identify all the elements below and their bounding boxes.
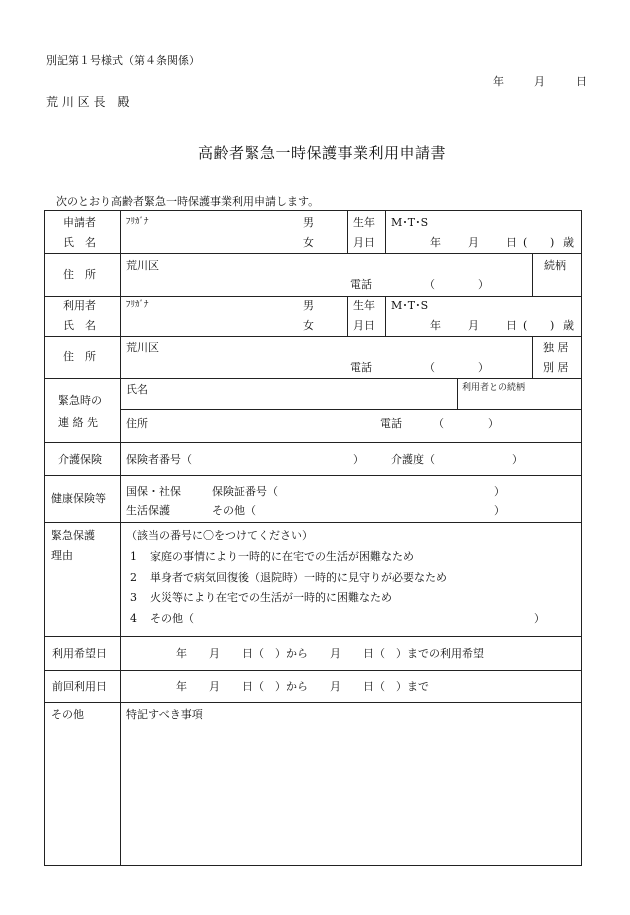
emergency-relation: 利用者との続柄	[462, 383, 526, 393]
addressee: 荒 川 区 長 殿	[46, 95, 130, 109]
user-phone-open: （	[424, 361, 435, 374]
care-insurance-label: 介護保険	[58, 453, 102, 466]
health-cert-close: ）	[494, 485, 505, 498]
reason-item-num: 3	[130, 591, 137, 604]
user-label-2: 氏 名	[63, 319, 96, 332]
row-line	[44, 336, 582, 337]
user-age-open: (	[523, 319, 528, 332]
user-phone-label: 電話	[350, 361, 372, 374]
health-welfare: 生活保護	[126, 504, 170, 517]
form-number: 別記第１号様式（第４条関係）	[46, 54, 200, 67]
reason-label-2: 理由	[51, 549, 73, 562]
care-insurer-close: ）	[353, 453, 364, 466]
row-line	[44, 253, 582, 254]
user-separate: 別 居	[543, 361, 569, 374]
previous-use-label: 前回利用日	[52, 680, 107, 693]
applicant-year: 年	[430, 236, 441, 249]
applicant-address-label: 住 所	[63, 268, 96, 281]
care-insurer-number: 保険者番号（	[126, 453, 192, 466]
user-era: M･T･S	[391, 299, 429, 312]
applicant-relation: 続柄	[544, 259, 566, 272]
user-phone-close: ）	[478, 361, 489, 374]
applicant-phone-open: （	[424, 278, 435, 291]
user-age-unit: 歳	[563, 319, 574, 332]
user-address-ward: 荒川区	[126, 341, 159, 354]
user-month: 月	[468, 319, 479, 332]
desired-period-label: 利用希望日	[52, 647, 107, 660]
applicant-birth-2: 月日	[353, 236, 375, 249]
row-line	[44, 522, 582, 523]
user-female: 女	[303, 319, 314, 332]
reason-item-text: 火災等により在宅での生活が一時的に困難なため	[150, 591, 392, 604]
cell-line	[347, 210, 348, 253]
health-cert-number: 保険証番号（	[212, 485, 278, 498]
date-month: 月	[534, 75, 545, 88]
user-label-1: 利用者	[63, 299, 96, 312]
emergency-phone-label: 電話	[380, 417, 402, 430]
health-insurance-label: 健康保険等	[51, 492, 106, 505]
health-other: その他（	[212, 504, 256, 517]
label-column-divider	[120, 210, 121, 865]
reason-label-1: 緊急保護	[51, 529, 95, 542]
reason-item-num: 2	[130, 571, 137, 584]
emergency-label-2: 連 絡 先	[58, 416, 98, 429]
cell-line	[347, 296, 348, 336]
emergency-phone-open: （	[433, 417, 444, 430]
applicant-label-1: 申請者	[63, 216, 96, 229]
intro-text: 次のとおり高齢者緊急一時保護事業利用申請します。	[56, 195, 320, 208]
table-border-top	[44, 210, 582, 211]
applicant-male: 男	[303, 216, 314, 229]
table-border-right	[581, 210, 582, 865]
date-year: 年	[493, 75, 504, 88]
applicant-birth-1: 生年	[353, 216, 375, 229]
applicant-month: 月	[468, 236, 479, 249]
applicant-female: 女	[303, 236, 314, 249]
reason-instruction: （該当の番号に〇をつけてください）	[126, 529, 313, 542]
row-line	[44, 702, 582, 703]
health-other-close: ）	[494, 504, 505, 517]
applicant-label-2: 氏 名	[63, 236, 96, 249]
reason-item-text: 家庭の事情により一時的に在宅での生活が困難なため	[150, 550, 414, 563]
row-line	[44, 378, 582, 379]
cell-line	[532, 253, 533, 296]
table-border-left	[44, 210, 45, 865]
user-age-close: )	[550, 319, 555, 332]
date-day: 日	[576, 75, 587, 88]
user-alone: 独 居	[543, 341, 569, 354]
page-title: 高齢者緊急一時保護事業利用申請書	[198, 144, 447, 162]
row-line	[44, 670, 582, 671]
cell-line	[385, 210, 386, 253]
emergency-phone-close: ）	[488, 417, 499, 430]
emergency-label-1: 緊急時の	[58, 394, 102, 407]
applicant-day: 日	[506, 236, 517, 249]
cell-line	[457, 378, 458, 409]
user-address-label: 住 所	[63, 350, 96, 363]
care-level-close: ）	[512, 453, 523, 466]
cell-line	[385, 296, 386, 336]
row-line	[120, 409, 582, 410]
reason-item-text: その他（	[150, 612, 194, 625]
desired-period-text: 年 月 日（ ）から 月 日（ ）までの利用希望	[176, 647, 484, 660]
table-border-bottom	[44, 865, 582, 866]
user-birth-2: 月日	[353, 319, 375, 332]
applicant-age-close: )	[550, 236, 555, 249]
emergency-address: 住所	[126, 417, 148, 430]
other-label: その他	[51, 708, 84, 721]
reason-item-num: 4	[130, 612, 137, 625]
emergency-name: 氏名	[126, 383, 148, 396]
applicant-age-open: (	[523, 236, 528, 249]
care-level: 介護度（	[391, 453, 435, 466]
row-line	[44, 442, 582, 443]
applicant-era: M･T･S	[391, 216, 429, 229]
health-kokuho: 国保・社保	[126, 485, 181, 498]
applicant-age-unit: 歳	[563, 236, 574, 249]
user-birth-1: 生年	[353, 299, 375, 312]
user-male: 男	[303, 299, 314, 312]
previous-use-text: 年 月 日（ ）から 月 日（ ）まで	[176, 680, 429, 693]
applicant-address-ward: 荒川区	[126, 259, 159, 272]
applicant-phone-label: 電話	[350, 278, 372, 291]
applicant-phone-close: ）	[478, 278, 489, 291]
cell-line	[532, 336, 533, 378]
row-line	[44, 296, 582, 297]
reason-item-text: 単身者で病気回復後（退院時）一時的に見守りが必要なため	[150, 571, 447, 584]
applicant-furigana: ﾌﾘｶﾞﾅ	[126, 217, 149, 227]
reason-other-close: ）	[534, 612, 545, 625]
other-note: 特記すべき事項	[126, 708, 203, 721]
row-line	[44, 475, 582, 476]
row-line	[44, 636, 582, 637]
reason-item-num: 1	[130, 550, 137, 563]
user-day: 日	[506, 319, 517, 332]
user-furigana: ﾌﾘｶﾞﾅ	[126, 300, 149, 310]
user-year: 年	[430, 319, 441, 332]
